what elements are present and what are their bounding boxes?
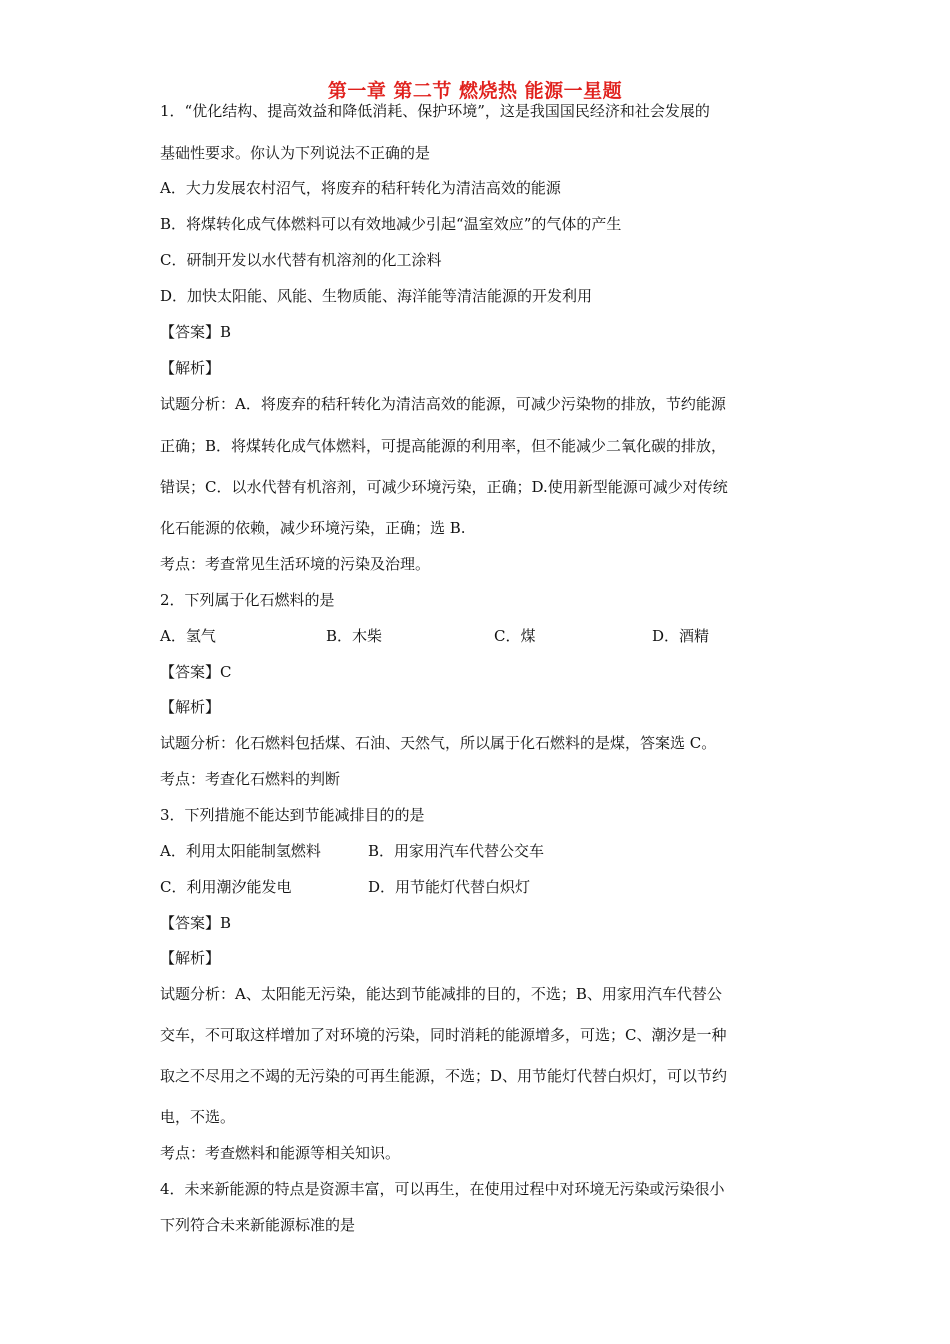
q4-stem-line-2: 下列符合未来新能源标准的是 — [160, 1216, 356, 1234]
q3-option-c: C．利用潮汐能发电 — [160, 878, 292, 896]
q3-knowledge-point: 考点：考查燃料和能源等相关知识。 — [160, 1144, 401, 1162]
page-title: 第一章 第二节 燃烧热 能源一星题 — [327, 80, 623, 102]
q1-analysis-line-1: 试题分析：A．将废弃的秸秆转化为清洁高效的能源，可减少污染物的排放，节约能源 — [160, 395, 726, 413]
q1-option-d: D．加快太阳能、风能、生物质能、海洋能等清洁能源的开发利用 — [160, 287, 593, 305]
q2-option-c: C．煤 — [494, 627, 536, 645]
q2-option-b: B．木柴 — [326, 627, 383, 645]
q3-analysis-line-2: 交车，不可取这样增加了对环境的污染，同时消耗的能源增多，可选；C、潮汐是一种 — [160, 1026, 727, 1044]
q3-option-b: B．用家用汽车代替公交车 — [368, 842, 545, 860]
q4-stem-line-1: 4．未来新能源的特点是资源丰富，可以再生，在使用过程中对环境无污染或污染很小 — [160, 1180, 725, 1198]
q3-answer: 【答案】B — [160, 914, 232, 932]
q3-option-d: D．用节能灯代替白炽灯 — [368, 878, 531, 896]
q3-option-a: A．利用太阳能制氢燃料 — [160, 842, 321, 860]
q2-analysis-label: 【解析】 — [160, 698, 221, 716]
q3-analysis-label: 【解析】 — [160, 949, 221, 967]
q1-stem-line-1: 1．“优化结构、提高效益和降低消耗、保护环境”，这是我国国民经济和社会发展的 — [160, 102, 710, 120]
q2-option-d: D．酒精 — [652, 627, 710, 645]
q3-analysis-line-3: 取之不尽用之不竭的无污染的可再生能源，不选；D、用节能灯代替白炽灯，可以节约 — [160, 1067, 728, 1085]
q3-analysis-line-1: 试题分析：A、太阳能无污染，能达到节能减排的目的，不选；B、用家用汽车代替公 — [160, 985, 722, 1003]
q1-analysis-label: 【解析】 — [160, 359, 221, 377]
q2-analysis-line-1: 试题分析：化石燃料包括煤、石油、天然气，所以属于化石燃料的是煤，答案选 C。 — [160, 734, 717, 752]
q1-analysis-line-2: 正确；B．将煤转化成气体燃料，可提高能源的利用率，但不能减少二氧化碳的排放， — [160, 437, 727, 455]
q1-knowledge-point: 考点：考查常见生活环境的污染及治理。 — [160, 555, 431, 573]
q2-answer: 【答案】C — [160, 663, 232, 681]
q3-analysis-line-4: 电，不选。 — [160, 1108, 236, 1126]
q1-option-c: C．研制开发以水代替有机溶剂的化工涂料 — [160, 251, 442, 269]
q2-stem: 2．下列属于化石燃料的是 — [160, 591, 335, 609]
q1-option-b: B．将煤转化成气体燃料可以有效地减少引起“温室效应”的气体的产生 — [160, 215, 622, 233]
q2-knowledge-point: 考点：考查化石燃料的判断 — [160, 770, 341, 788]
q1-stem-line-2: 基础性要求。你认为下列说法不正确的是 — [160, 144, 431, 162]
q1-analysis-line-4: 化石能源的依赖，减少环境污染，正确；选 B. — [160, 519, 466, 537]
q1-option-a: A．大力发展农村沼气，将废弃的秸秆转化为清洁高效的能源 — [160, 179, 561, 197]
q2-option-a: A．氢气 — [160, 627, 216, 645]
q1-answer: 【答案】B — [160, 323, 232, 341]
q1-analysis-line-3: 错误；C．以水代替有机溶剂，可减少环境污染，正确；D.使用新型能源可减少对传统 — [160, 478, 728, 496]
q3-stem: 3．下列措施不能达到节能减排目的的是 — [160, 806, 425, 824]
